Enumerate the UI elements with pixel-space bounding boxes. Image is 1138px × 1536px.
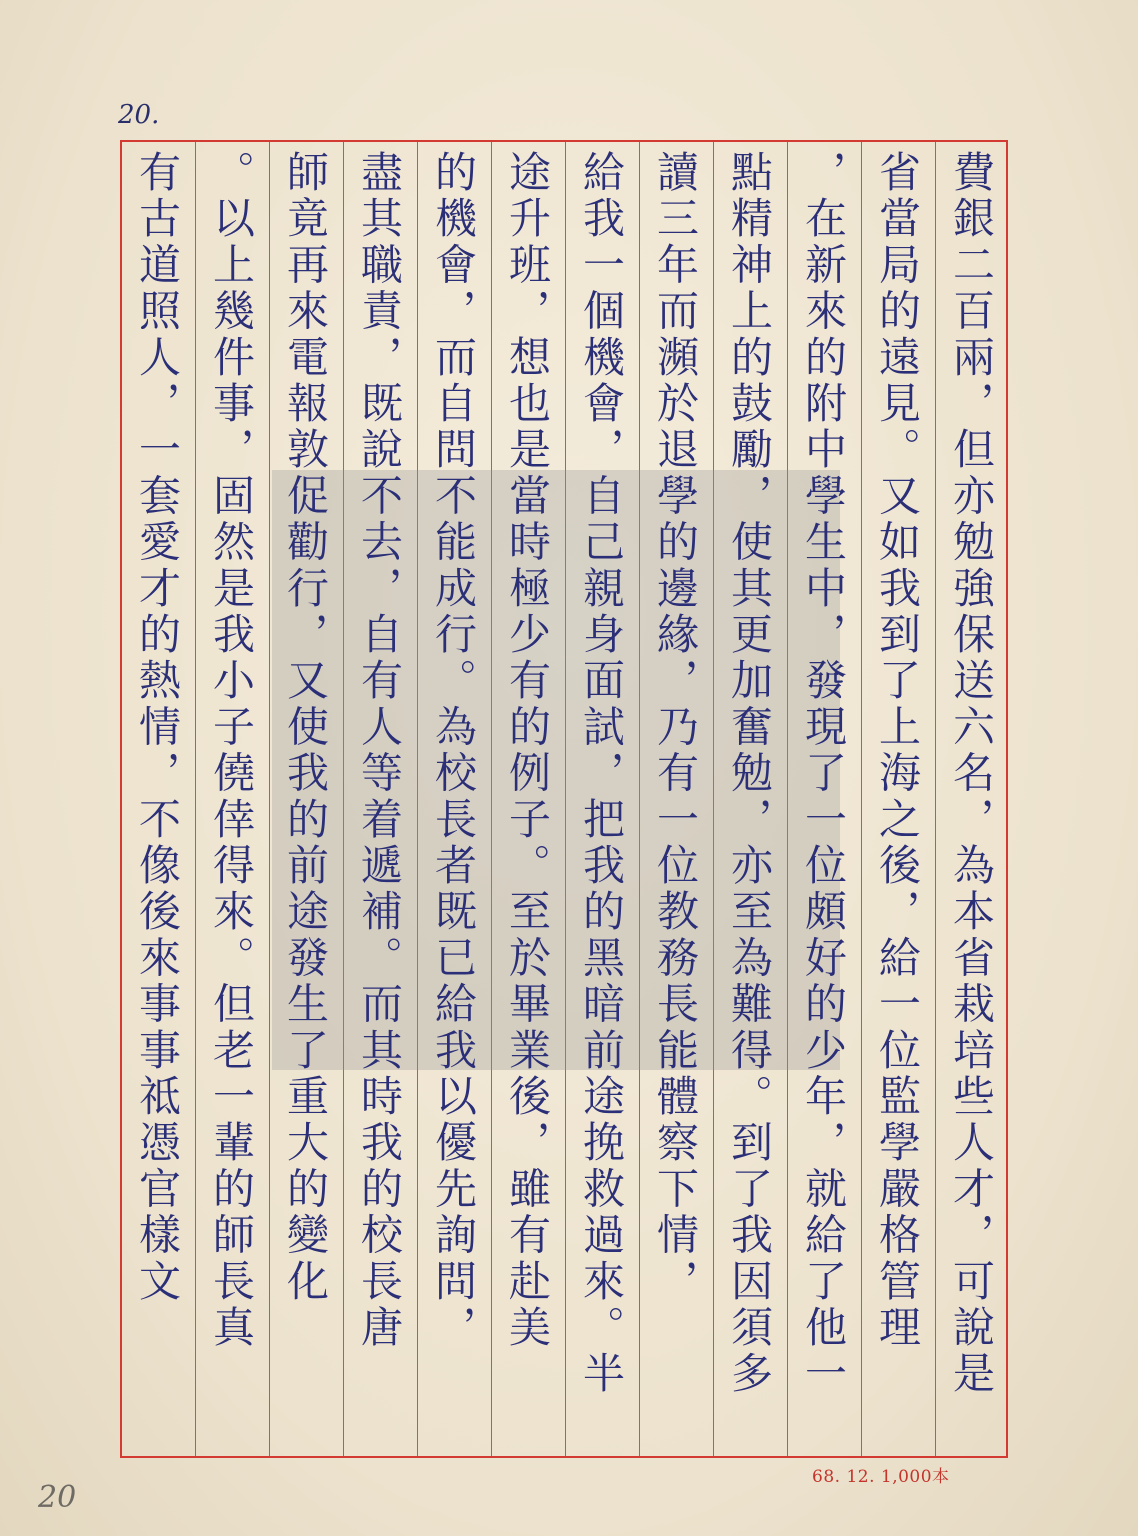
manuscript-columns xyxy=(120,140,1008,1458)
column-text: 的機會，而自問不能成行。為校長者既已給我以優先詢問， xyxy=(429,150,478,1352)
print-stamp: 68. 12. 1,000本 xyxy=(812,1467,950,1487)
manuscript-column xyxy=(860,140,934,1458)
column-text: 師竟再來電報敦促勸行，又使我的前途發生了重大的變化 xyxy=(281,150,330,1305)
manuscript-column xyxy=(564,140,638,1458)
column-text: 。以上幾件事，固然是我小子僥倖得來。但老一輩的師長真 xyxy=(207,150,256,1352)
manuscript-column xyxy=(638,140,712,1458)
column-text: 有古道照人，一套愛才的熱情，不像後來事事祗憑官樣文 xyxy=(133,150,182,1305)
column-text: 費銀二百兩，但亦勉強保送六名，為本省栽培些人才，可說是 xyxy=(947,150,996,1398)
manuscript-column xyxy=(268,140,342,1458)
manuscript-column xyxy=(786,140,860,1458)
manuscript-column xyxy=(490,140,564,1458)
page-number-top: 20. xyxy=(118,100,160,130)
column-text: 盡其職責，既說不去，自有人等着遞補。而其時我的校長唐 xyxy=(355,150,404,1352)
manuscript-column xyxy=(934,140,1008,1458)
column-text: 途升班，想也是當時極少有的例子。至於畢業後，雖有赴美 xyxy=(503,150,552,1352)
column-text: ，在新來的附中學生中，發現了一位頗好的少年，就給了他一 xyxy=(799,150,848,1398)
column-text: 給我一個機會，自己親身面試，把我的黑暗前途挽救過來。半 xyxy=(577,150,626,1398)
column-text: 讀三年而瀕於退學的邊緣，乃有一位教務長能體察下情， xyxy=(651,150,700,1305)
manuscript-column xyxy=(342,140,416,1458)
page-number-bottom: 20 xyxy=(38,1480,77,1515)
manuscript-column xyxy=(120,140,194,1458)
manuscript-column xyxy=(712,140,786,1458)
column-text: 點精神上的鼓勵，使其更加奮勉，亦至為難得。到了我因須多 xyxy=(725,150,774,1398)
column-text: 省當局的遠見。又如我到了上海之後，給一位監學嚴格管理 xyxy=(873,150,922,1352)
manuscript-column xyxy=(416,140,490,1458)
manuscript-column xyxy=(194,140,268,1458)
